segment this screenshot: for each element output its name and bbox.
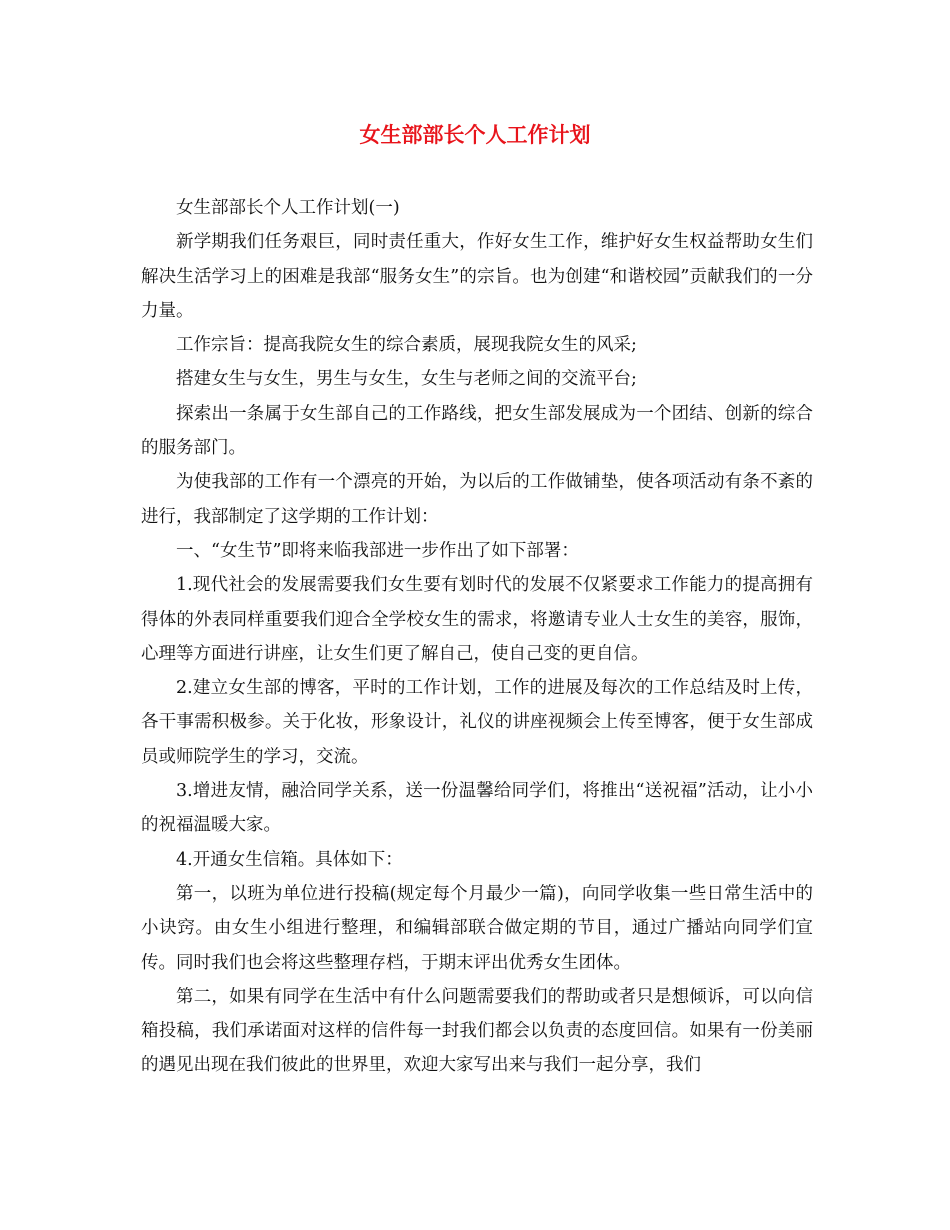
paragraph: 2.建立女生部的博客，平时的工作计划，工作的进展及每次的工作总结及时上传，各干事需积极参。关于化妆，形象设计，礼仪的讲座视频会上传至博客，便于女生部成员或师院学生的学习，交流。 (141, 678, 813, 767)
paragraph: 新学期我们任务艰巨，同时责任重大，作好女生工作，维护好女生权益帮助女生们解决生活学习上的困难是我部“服务女生”的宗旨。也为创建“和谐校园”贡献我们的一分力量。 (141, 232, 813, 321)
paragraph: 一、“女生节”即将来临我部进一步作出了如下部署： (176, 540, 579, 561)
paragraph: 4.开通女生信箱。具体如下： (176, 849, 403, 870)
paragraph: 探索出一条属于女生部自己的工作路线，把女生部发展成为一个团结、创新的综合的服务部门。 (141, 403, 813, 459)
paragraph: 搭建女生与女生，男生与女生，女生与老师之间的交流平台; (176, 369, 637, 390)
paragraph-subtitle: 女生部部长个人工作计划(一) (176, 198, 400, 218)
paragraph: 1.现代社会的发展需要我们女生要有划时代的发展不仅紧要求工作能力的提高拥有得体的外表同样重要我们迎合全学校女生的需求，将邀请专业人士女生的美容，服饰，心理等方面进行讲座，让女生们更了解自己，使自己变的更自信。 (141, 575, 813, 664)
page-title: 女生部部长个人工作计划 (359, 122, 591, 147)
paragraph: 工作宗旨：提高我院女生的综合素质，展现我院女生的风采; (176, 335, 637, 356)
paragraph: 第二，如果有同学在生活中有什么问题需要我们的帮助或者只是想倾诉，可以向信箱投稿，我们承诺面对这样的信件每一封我们都会以负责的态度回信。如果有一份美丽的遇见出现在我们彼此的世界里，欢迎大家写出来与我们一起分享，我们 (141, 986, 813, 1076)
paragraph: 为使我部的工作有一个漂亮的开始，为以后的工作做铺垫，使各项活动有条不紊的进行，我部制定了这学期的工作计划： (141, 472, 813, 527)
paragraph: 第一，以班为单位进行投稿(规定每个月最少一篇)，向同学收集一些日常生活中的小诀窍。由女生小组进行整理，和编辑部联合做定期的节目，通过广播站向同学们宣传。同时我们也会将这些整理存档，于期末评出优秀女生团体。 (141, 883, 813, 973)
paragraph: 3.增进友情，融洽同学关系，送一份温馨给同学们，将推出“送祝福”活动，让小小的祝福温暖大家。 (141, 781, 813, 836)
document-body (141, 191, 813, 1083)
